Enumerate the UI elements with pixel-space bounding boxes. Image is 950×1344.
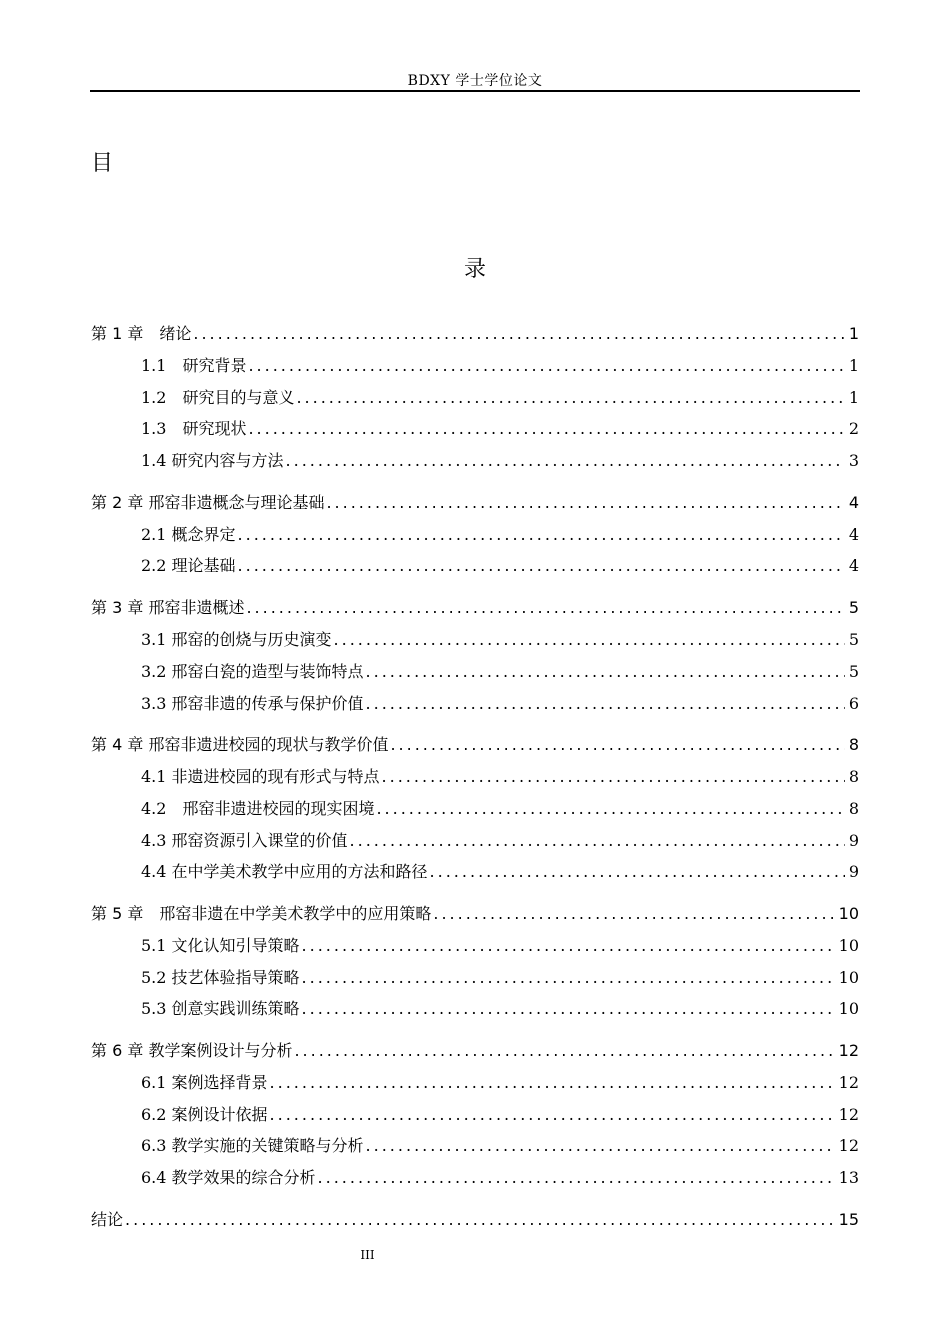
toc-entry-label: 1.1 研究背景 [141,356,247,375]
toc-chapter-entry[interactable] [91,489,859,521]
toc-entry-page: 5 [848,630,859,650]
toc-section-entry[interactable] [91,384,859,416]
toc-entry-page: 10 [838,903,859,923]
toc-entry-page: 1 [848,387,859,407]
toc-entry-label: 3.1 邢窑的创烧与历史演变 [141,630,332,650]
dot-leader [302,964,835,992]
toc-chapter-entry[interactable] [91,731,859,763]
toc-entry-page: 10 [838,935,859,955]
toc-chapter-entry[interactable] [91,320,859,352]
toc-entry-page: 1 [848,356,859,375]
toc-entry-page: 10 [838,967,859,987]
toc-chapter-entry[interactable] [91,1206,859,1238]
toc-entry-label: 第 4 章 邢窑非遗进校园的现状与教学价值 [91,735,389,755]
toc-entry-label: 6.4 教学效果的综合分析 [141,1168,316,1188]
toc-section-entry[interactable] [91,521,859,553]
dot-leader [294,1037,834,1065]
toc-entry-label: 1.4 研究内容与方法 [141,451,284,471]
toc-section-entry[interactable] [91,932,859,964]
header-divider [90,90,860,92]
toc-entry-page: 12 [838,1041,859,1060]
dot-leader [302,932,835,960]
toc-section-entry[interactable] [91,447,859,479]
toc-entry-page: 4 [848,492,859,512]
toc-entry-label: 4.2 邢窑非遗进校园的现实困境 [141,798,375,818]
toc-entry-page: 9 [848,862,859,882]
dot-leader [366,658,845,686]
toc-section-entry[interactable] [91,415,859,447]
dot-leader [302,995,835,1023]
dot-leader [296,384,844,412]
toc-section-entry[interactable] [91,626,859,658]
toc-entry-label: 第 5 章 邢窑非遗在中学美术教学中的应用策略 [91,903,432,923]
toc-section-entry[interactable] [91,552,859,584]
toc-chapter-entry[interactable] [91,594,859,626]
toc-title-part2: 录 [463,257,486,282]
toc-section-entry[interactable] [91,690,859,722]
dot-leader [286,447,845,475]
toc-entry-page: 5 [848,661,859,681]
dot-leader [193,320,844,348]
dot-leader [248,415,844,443]
dot-leader [248,352,844,380]
toc-entry-page: 4 [848,556,859,576]
dot-leader [238,552,845,580]
dot-leader [326,489,844,517]
toc-entry-label: 第 6 章 教学案例设计与分析 [91,1041,293,1060]
toc-entry-label: 1.2 研究目的与意义 [141,387,295,407]
dot-leader [433,900,834,928]
toc-entry-page: 15 [838,1209,859,1229]
toc-entry-label: 3.3 邢窑非遗的传承与保护价值 [141,693,364,713]
dot-leader [125,1206,835,1234]
toc-entry-label: 4.3 邢窑资源引入课堂的价值 [141,830,348,850]
toc-entry-label: 1.3 研究现状 [141,419,247,439]
dot-leader [376,795,844,823]
toc-entry-page: 8 [848,735,859,755]
toc-entry-label: 4.4 在中学美术教学中应用的方法和路径 [141,862,428,882]
toc-entry-label: 第 2 章 邢窑非遗概念与理论基础 [91,492,325,512]
toc-entry-label: 5.1 文化认知引导策略 [141,935,300,955]
toc-entry-page: 5 [848,598,859,618]
toc-section-entry[interactable] [91,858,859,890]
dot-leader [366,1132,835,1160]
toc-entry-page: 8 [848,798,859,818]
toc-entry-page: 12 [838,1104,859,1124]
toc-section-entry[interactable] [91,1132,859,1164]
toc-entry-page: 4 [848,524,859,544]
toc-entry-page: 1 [848,324,859,343]
toc-entry-label: 2.2 理论基础 [141,556,236,576]
dot-leader [430,858,845,886]
toc-section-entry[interactable] [91,827,859,859]
toc-section-entry[interactable] [91,1101,859,1133]
toc-entry-label: 3.2 邢窑白瓷的造型与装饰特点 [141,661,364,681]
toc-entry-label: 5.2 技艺体验指导策略 [141,967,300,987]
dot-leader [390,731,844,759]
toc-section-entry[interactable] [91,1164,859,1196]
page-number: III [360,1248,375,1262]
toc-title-part1: 目 [91,151,114,176]
toc-entry-page: 8 [848,767,859,787]
toc-section-entry[interactable] [91,795,859,827]
running-header: BDXY 学士学位论文 [407,73,543,89]
toc-section-entry[interactable] [91,1069,859,1101]
toc-chapter-entry[interactable] [91,900,859,932]
toc-section-entry[interactable] [91,352,859,384]
toc-entry-label: 6.3 教学实施的关键策略与分析 [141,1136,364,1156]
toc-entry-label: 第 1 章 绪论 [91,324,192,343]
dot-leader [246,594,844,622]
toc-entry-page: 2 [848,419,859,439]
table-of-contents [91,320,859,1238]
toc-entry-page: 3 [848,451,859,471]
toc-entry-page: 12 [838,1136,859,1156]
dot-leader [270,1069,835,1097]
dot-leader [366,690,845,718]
dot-leader [350,827,845,855]
toc-entry-page: 12 [838,1073,859,1092]
toc-entry-label: 4.1 非遗进校园的现有形式与特点 [141,767,380,787]
dot-leader [382,763,845,791]
toc-section-entry[interactable] [91,995,859,1027]
toc-entry-page: 6 [848,693,859,713]
toc-entry-page: 13 [838,1168,859,1188]
toc-entry-label: 6.2 案例设计依据 [141,1104,268,1124]
toc-entry-label: 2.1 概念界定 [141,524,236,544]
toc-entry-label: 第 3 章 邢窑非遗概述 [91,598,245,618]
dot-leader [318,1164,835,1192]
toc-entry-page: 9 [848,830,859,850]
toc-entry-label: 6.1 案例选择背景 [141,1073,268,1092]
dot-leader [334,626,845,654]
toc-chapter-entry[interactable] [91,1037,859,1069]
toc-section-entry[interactable] [91,763,859,795]
dot-leader [270,1101,835,1129]
toc-entry-label: 5.3 创意实践训练策略 [141,999,300,1019]
dot-leader [238,521,845,549]
toc-section-entry[interactable] [91,964,859,996]
toc-entry-label: 结论 [91,1209,124,1229]
toc-entry-page: 10 [838,999,859,1019]
toc-section-entry[interactable] [91,658,859,690]
